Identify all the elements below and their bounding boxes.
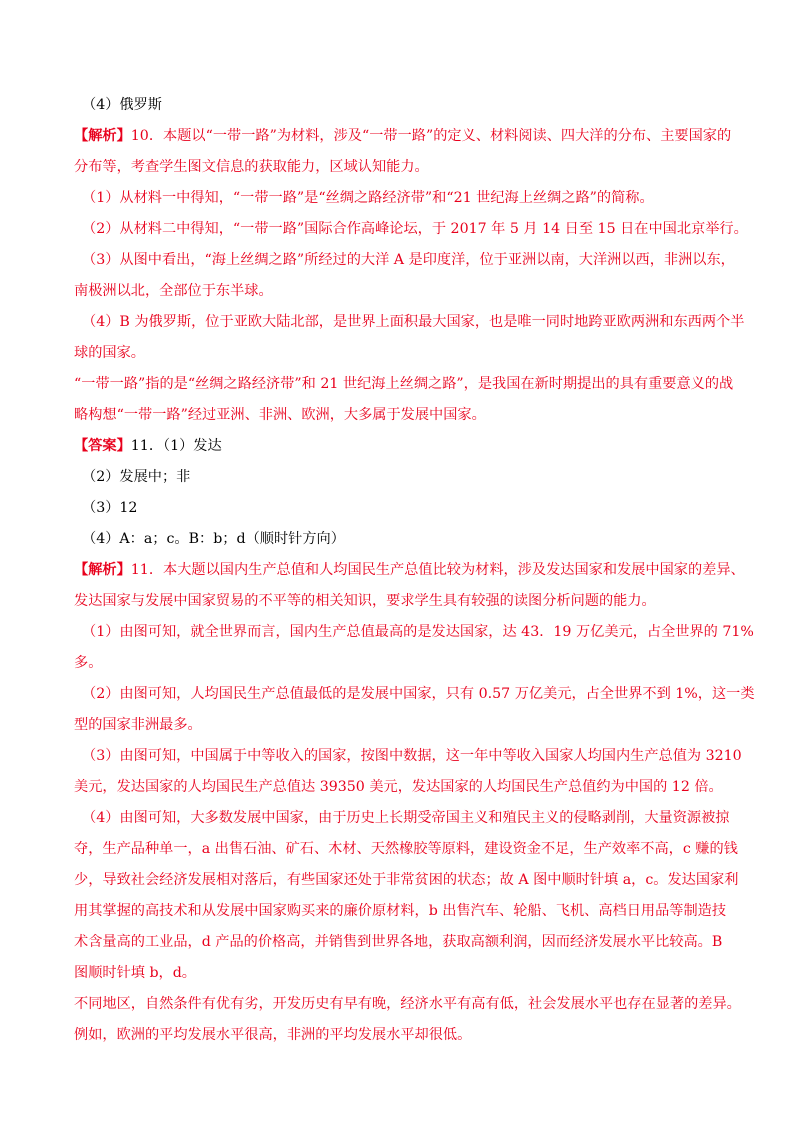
analysis-line: “一带一路”指的是“丝绸之路经济带”和 21 世纪海上丝绸之路”，是我国在新时期提出的具有重要意义的战: [74, 376, 734, 392]
q11-answer-heading: [74, 431, 734, 462]
analysis-line: 用其掌握的高技术和从发展中国家购买来的廉价原材料，b 出售汽车、轮船、飞机、高档日用品等制造技: [74, 903, 727, 919]
analysis-line: 不同地区，自然条件有优有劣，开发历史有早有晚，经济水平有高有低，社会发展水平也存在显著的差异。: [74, 996, 741, 1012]
analysis-line: 发达国家与发展中国家贸易的不平等的相关知识，要求学生具有较强的读图分析问题的能力。: [74, 593, 656, 609]
analysis-line: 球的国家。: [74, 345, 145, 361]
analysis-tag: 【解析】: [74, 562, 131, 578]
analysis-line: （4）由图可知，大多数发展中国家，由于历史上长期受帝国主义和殖民主义的侵略剥削，大量资源被掠: [82, 810, 730, 826]
analysis-line: 少，导致社会经济发展相对落后，有些国家还处于非常贫困的状态；故 A 图中顺时针填 a，c。发达国家利: [74, 872, 739, 888]
document-body: [74, 90, 755, 1051]
answer-line: （4）A：a；c。B：b；d（顺时针方向）: [82, 531, 345, 547]
analysis-line: 术含量高的工业品，d 产品的价格高，并销售到世界各地，获取高额利润，因而经济发展水平比较高。B: [74, 934, 723, 950]
answer-line: （2）发展中；非: [82, 469, 191, 485]
analysis-line: （3）由图可知，中国属于中等收入的国家，按图中数据，这一年中等收入国家人均国内生产总值为 3210: [82, 748, 742, 764]
analysis-line: 多。: [74, 655, 103, 671]
analysis-line: （2）由图可知，人均国民生产总值最低的是发展中国家，只有 0.57 万亿美元，占全世界不到 1%，这一类: [82, 686, 755, 702]
analysis-line: 图顺时针填 b，d。: [74, 965, 196, 981]
answer-tag: 【答案】: [74, 438, 131, 454]
analysis-line: 南极洲以北，全部位于东半球。: [74, 283, 273, 299]
analysis-line: 型的国家非洲最多。: [74, 717, 202, 733]
analysis-line: （1）由图可知，就全世界而言，国内生产总值最高的是发达国家，达 43．19 万亿美元，占全世界的 71%: [82, 624, 754, 640]
q10-answer-item-4: （4）俄罗斯: [82, 97, 162, 113]
analysis-line: 略构想“一带一路”经过亚洲、非洲、欧洲，大多属于发展中国家。: [74, 407, 486, 423]
analysis-text: 11．本大题以国内生产总值和人均国民生产总值比较为材料，涉及发达国家和发展中国家的差异、: [130, 562, 745, 578]
analysis-line: 美元，发达国家的人均国民生产总值达 39350 美元，发达国家的人均国民生产总值约为中国的 12 倍。: [74, 779, 723, 795]
analysis-line: （3）从图中看出，“海上丝绸之路”所经过的大洋 A 是印度洋，位于亚洲以南，大洋洲以西，非洲以东，: [82, 252, 735, 268]
analysis-line: （4）B 为俄罗斯，位于亚欧大陆北部，是世界上面积最大国家，也是唯一同时地跨亚欧两洲和东西两个半: [82, 314, 745, 330]
answer-line: （3）12: [82, 500, 138, 516]
q10-analysis-heading: [74, 121, 734, 152]
answer-text: 11．（1）发达: [130, 438, 222, 454]
analysis-line: （1）从材料一中得知，“一带一路”是“丝绸之路经济带”和“21 世纪海上丝绸之路”的简称。: [82, 190, 654, 206]
analysis-tag: 【解析】: [74, 128, 131, 144]
analysis-line: （2）从材料二中得知，“一带一路”国际合作高峰论坛，于 2017 年 5 月 14 日至 15 日在中国北京举行。: [82, 221, 748, 237]
analysis-line: 夺，生产品种单一，a 出售石油、矿石、木材、天然橡胶等原料，建设资金不足，生产效率不高，c 赚的钱: [74, 841, 738, 857]
analysis-line: 分布等，考查学生图文信息的获取能力，区域认知能力。: [74, 159, 429, 175]
analysis-line: 例如，欧洲的平均发展水平很高，非洲的平均发展水平却很低。: [74, 1027, 472, 1043]
q11-analysis-heading: [74, 555, 745, 586]
analysis-text: 10．本题以“一带一路”为材料，涉及“一带一路”的定义、材料阅读、四大洋的分布、主要国家的: [130, 128, 732, 144]
